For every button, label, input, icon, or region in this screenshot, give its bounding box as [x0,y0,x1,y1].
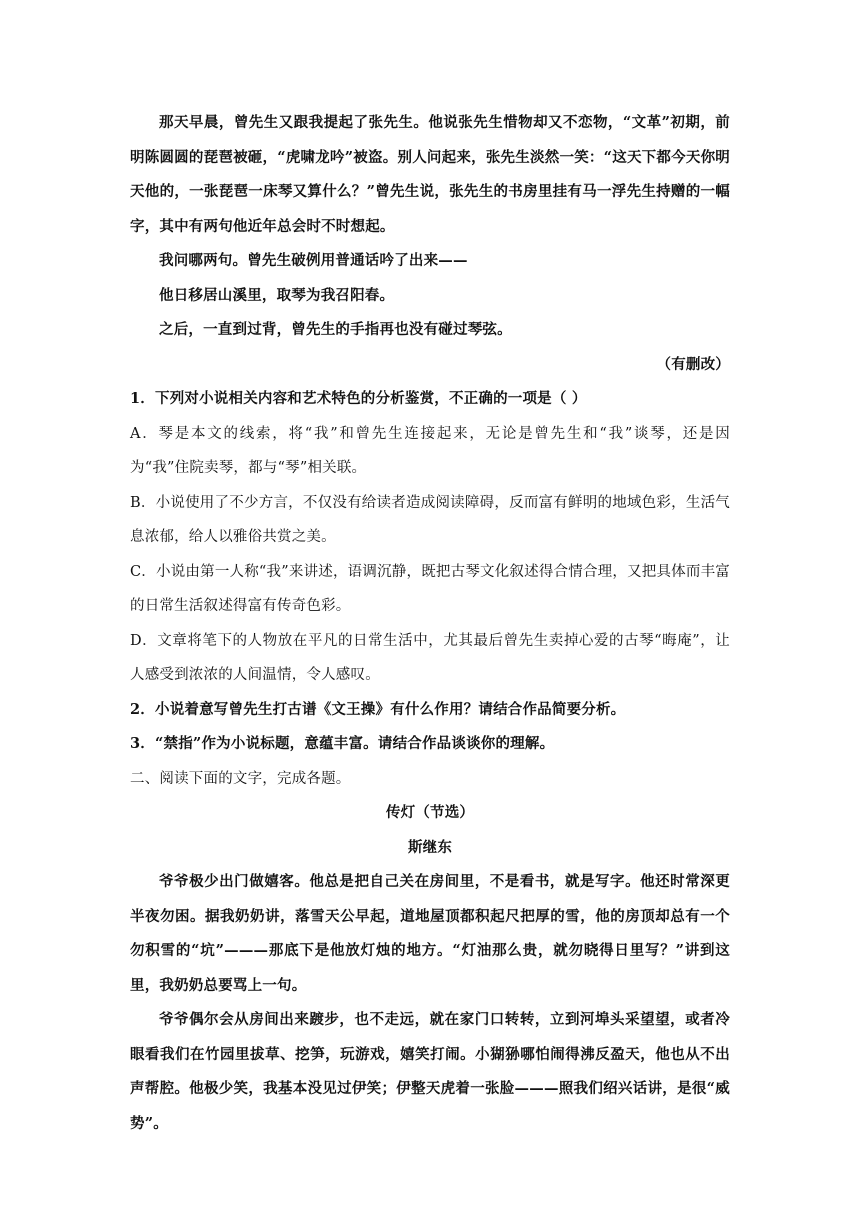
article-author: 斯继东 [407,838,453,856]
revision-note: （有删改） [656,355,730,373]
passage2-para1: 爷爷极少出门做嬉客。他总是把自己关在房间里，不是看书，就是写字。他还时常深更半夜勿困。据我奶奶讲，落雪天公早起，道地屋顶都积起尺把厚的雪，他的房顶却总有一个勿积雪的“坑”———那底下是他放灯烛的地方。“灯油那么贵，就勿晓得日里写？”讲到这里，我奶奶总要骂上一句。 [130,873,730,994]
option-b: B．小说使用了不少方言，不仅没有给读者造成阅读障碍，反而富有鲜明的地域色彩，生活气息浓郁，给人以雅俗共赏之美。 [130,494,730,545]
question-2: 2．小说着意写曾先生打古谱《文王操》有什么作用？请结合作品简要分析。 [130,700,626,718]
passage1-para1: 那天早晨，曾先生又跟我提起了张先生。他说张先生惜物却又不恋物，“文革”初期，前明陈圆圆的琵琶被砸，“虎啸龙吟”被盗。别人问起来，张先生淡然一笑：“这天下都今天你明天他的，一张琵琶一床琴又算什么？”曾先生说，张先生的书房里挂有马一浮先生持赠的一幅字，其中有两句他近年总会时不时想起。 [130,114,730,235]
article-title: 传灯（节选） [385,804,475,821]
section-heading: 二、阅读下面的文字，完成各题。 [130,770,351,787]
passage1-para3: 他日移居山溪里，取琴为我召阳春。 [159,286,395,304]
option-c: C．小说由第一人称“我”来讲述，语调沉静，既把古琴文化叙述得合情合理，又把具体而丰富的日常生活叙述得富有传奇色彩。 [130,563,730,614]
question-3: 3．“禁指”作为小说标题，意蕴丰富。请结合作品谈谈你的理解。 [130,735,555,752]
document-page [130,106,730,1141]
option-a: A．琴是本文的线索，将“我”和曾先生连接起来，无论是曾先生和“我”谈琴，还是因为“我”住院卖琴，都与“琴”相关联。 [130,425,730,476]
passage1-para4: 之后，一直到过背，曾先生的手指再也没有碰过琴弦。 [159,321,512,338]
option-d: D．文章将笔下的人物放在平凡的日常生活中，尤其最后曾先生卖掉心爱的古琴“晦庵”，让人感受到浓浓的人间温情，令人感叹。 [130,632,730,683]
passage1-para2: 我问哪两句。曾先生破例用普通话吟了出来—— [159,252,468,269]
question-1: 1．下列对小说相关内容和艺术特色的分析鉴赏，不正确的一项是（ ） [130,390,587,407]
passage2-para2: 爷爷偶尔会从房间出来踱步，也不走远，就在家门口转转，立到河埠头采望望，或者冷眼看我们在竹园里拔草、挖笋，玩游戏，嬉笑打闹。小猢狲哪怕闹得沸反盈天，他也从不出声帮腔。他极少笑，我基本没见过伊笑；伊整天虎着一张脸———照我们绍兴话讲，是很“威势”。 [130,1011,730,1132]
